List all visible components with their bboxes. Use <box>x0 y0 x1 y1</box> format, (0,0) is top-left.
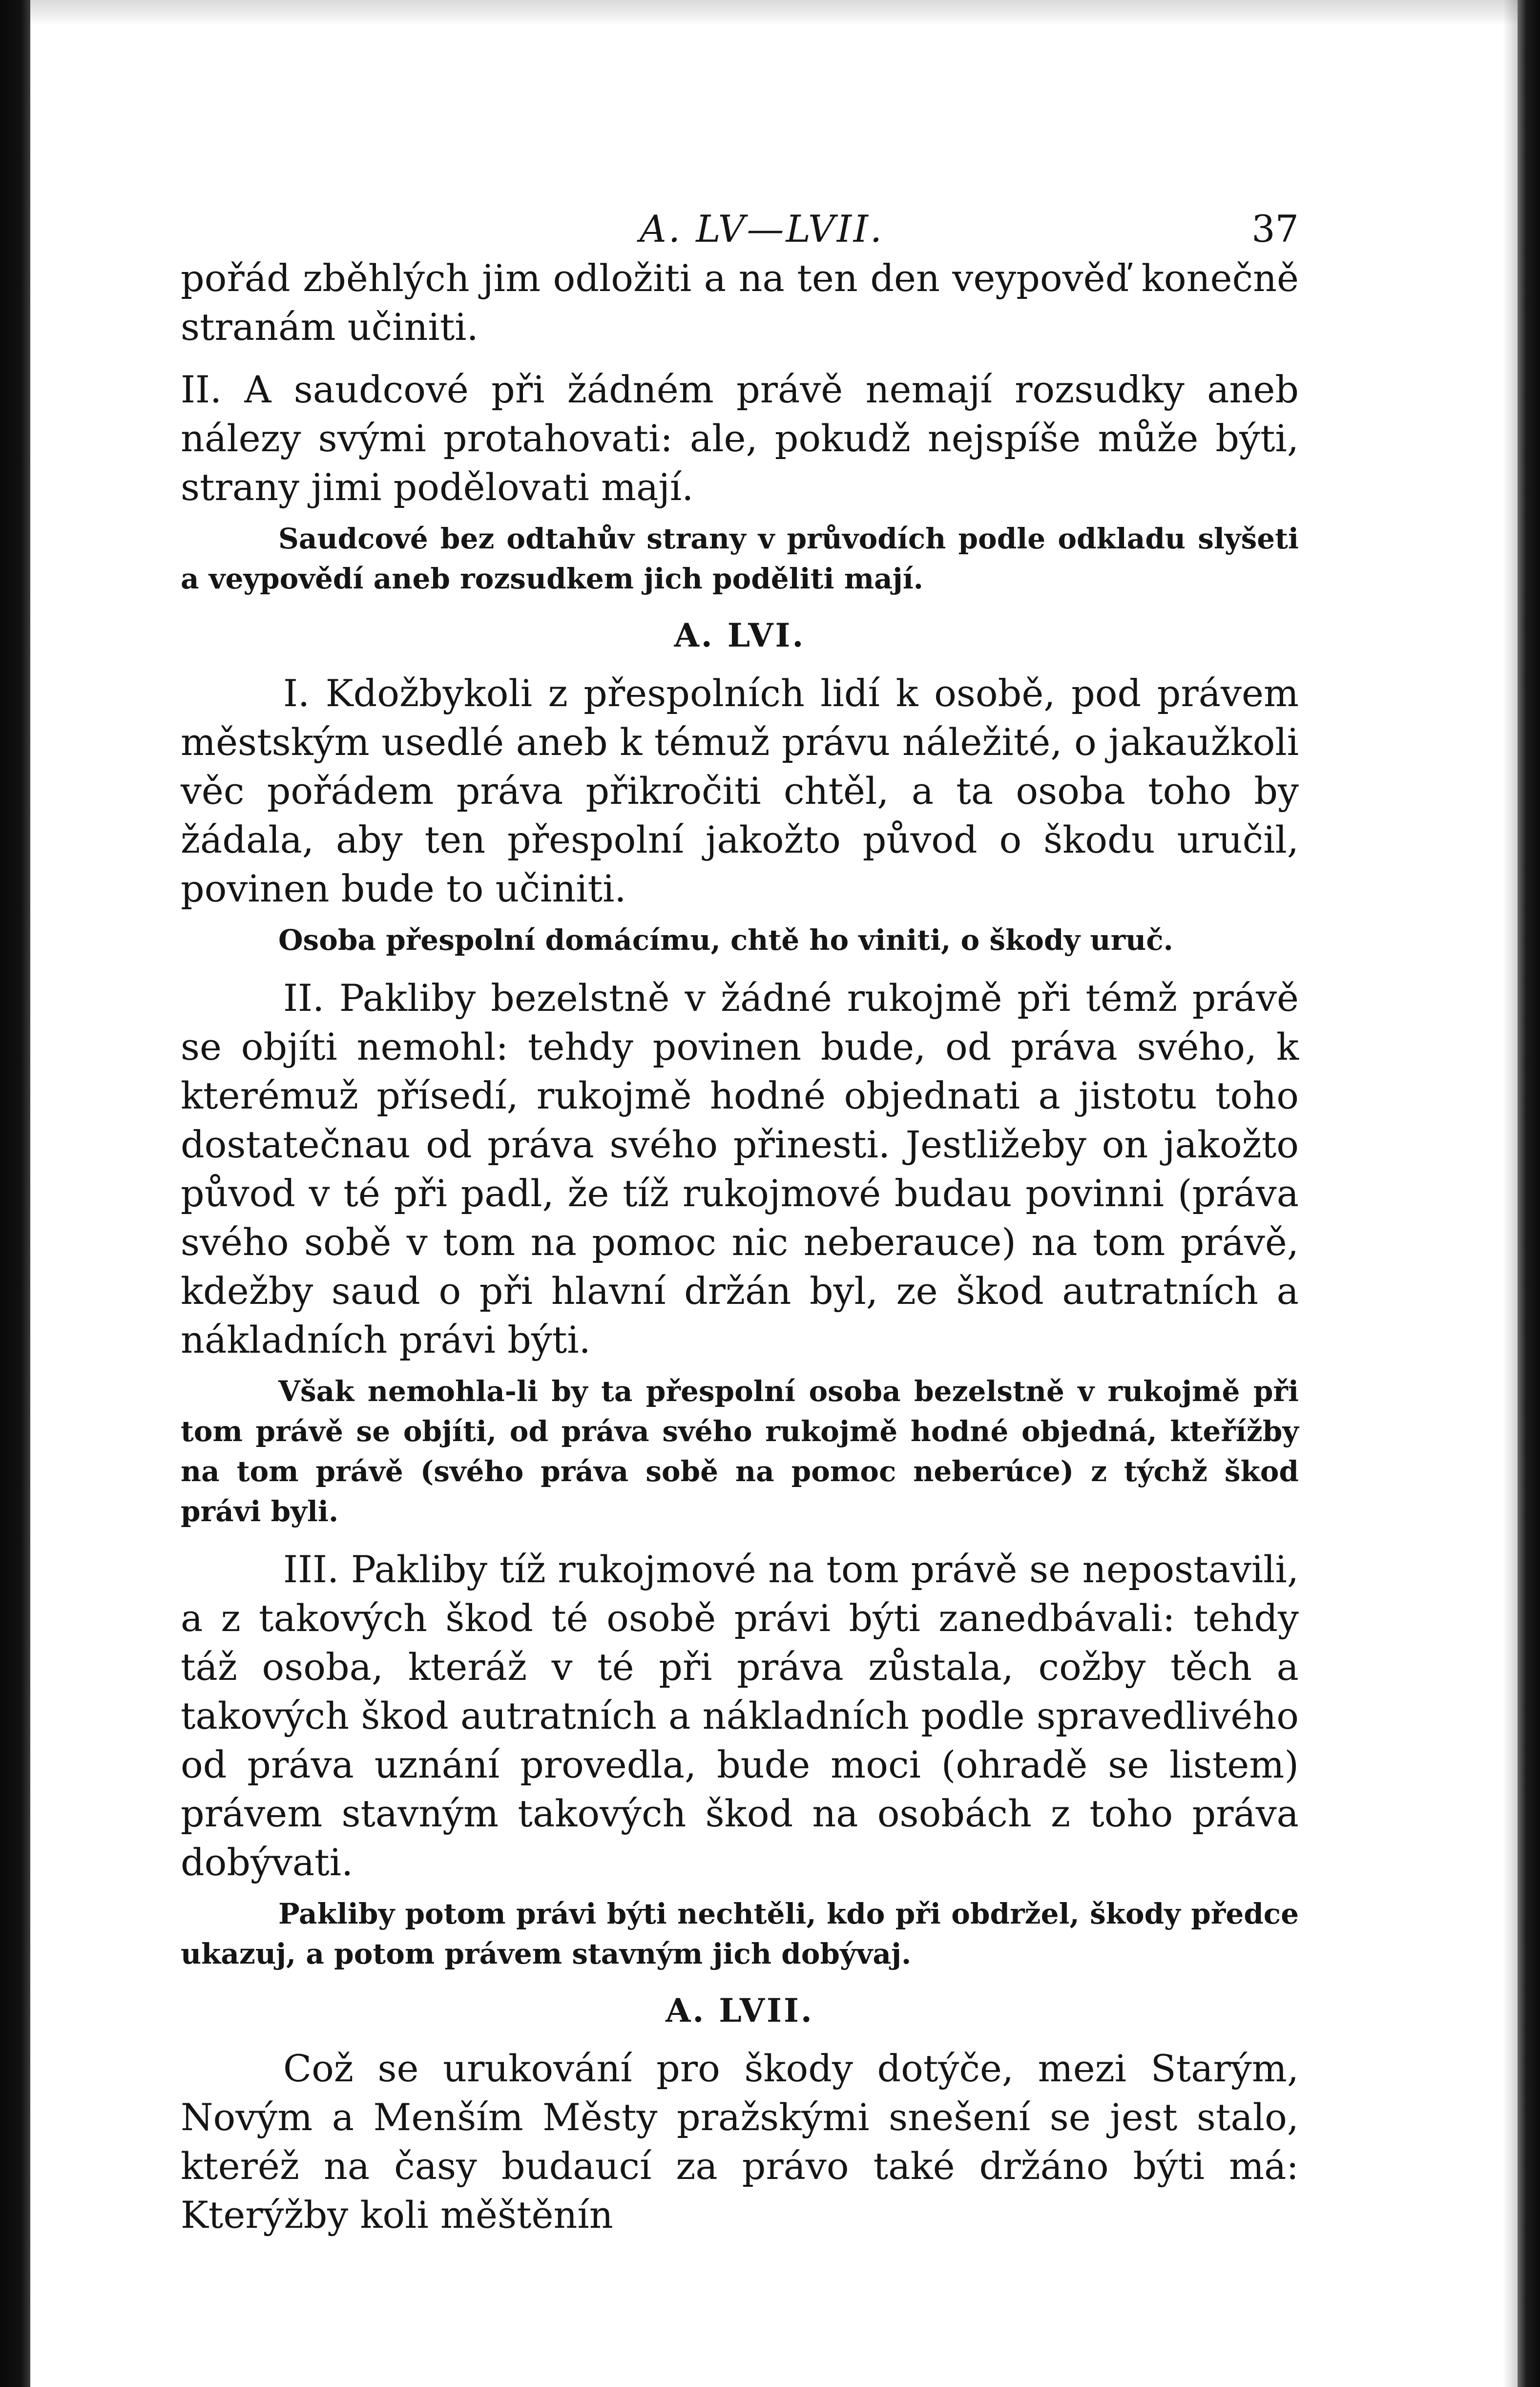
gloss-note: Však nemohla-li by ta přespolní osoba bezelstně v rukojmě při tom právě se objíti, od práva svého rukojmě hodné objedná, kteřížby na tom právě (svého práva sobě na pomoc neberúce) z týchž škod právi byli. <box>181 1375 1299 1528</box>
page-right-edge-shadow <box>1518 0 1540 2387</box>
paragraph: pořád zběhlých jim odložiti a na ten den veypověď konečně stranám učiniti. <box>181 256 1299 349</box>
running-head <box>181 195 1299 249</box>
gloss-note: Saudcové bez odtahův strany v průvodích podle odkladu slyšeti a veypovědí aneb rozsudkem jich poděliti mají. <box>181 522 1299 595</box>
running-head-title: A. LV—LVII. <box>640 207 884 251</box>
page-right-gutter-shadow <box>1503 0 1518 2387</box>
page-body <box>181 195 1299 2240</box>
gloss-note: Osoba přespolní domácímu, chtě ho viniti, o škody uruč. <box>278 923 1173 957</box>
gloss-note: Pakliby potom právi býti nechtěli, kdo při obdržel, škody předce ukazuj, a potom právem stavným jich dobývaj. <box>181 1897 1299 1970</box>
paragraph: Což se urukování pro škody dotýče, mezi Starým, Novým a Menším Městy pražskými snešení se jest stalo, kteréž na časy budaucí za právo také držáno býti má: Kterýžby koli měštěnín <box>181 2047 1299 2237</box>
paragraph: III. Pakliby tíž rukojmové na tom právě se nepostavili, a z takových škod té osobě právi býti zanedbávali: tehdy táž osoba, kteráž v té při práva zůstala, cožby těch a takových škod autratních a nákladních podle spravedlivého od práva uznání provedla, bude moci (ohradě se listem) právem stavným takových škod na osobách z toho práva dobývati. <box>181 1548 1299 1884</box>
page-left-edge-shadow <box>0 0 30 2387</box>
paragraph: II. Pakliby bezelstně v žádné rukojmě při témž právě se objíti nemohl: tehdy povinen bude, od práva svého, k kterémuž přísedí, rukojmě hodné objednati a jistotu toho dostatečnau od práva svého přinesti. Jestližeby on jakožto původ v té při padl, že tíž rukojmové budau povinni (práva svého sobě v tom na pomoc nic neberauce) na tom právě, kdežby saud o při hlavní držán byl, ze škod autratních a nákladních právi býti. <box>181 976 1299 1361</box>
section-heading: A. LVII. <box>666 1991 814 2030</box>
paragraph: I. Kdožbykoli z přespolních lidí k osobě, pod právem městským usedlé aneb k témuž právu náležité, o jakaužkoli věc pořádem práva přikročiti chtěl, a ta osoba toho by žádala, aby ten přespolní jakožto původ o škodu uručil, povinen bude to učiniti. <box>181 671 1299 910</box>
paragraph: II. A saudcové při žádném právě nemají rozsudky aneb nálezy svými protahovati: ale, pokudž nejspíše může býti, strany jimi podělovati mají. <box>181 368 1299 509</box>
section-heading: A. LVI. <box>674 616 806 654</box>
page-number: 37 <box>1251 207 1299 251</box>
page-top-edge-shadow <box>30 0 1540 25</box>
